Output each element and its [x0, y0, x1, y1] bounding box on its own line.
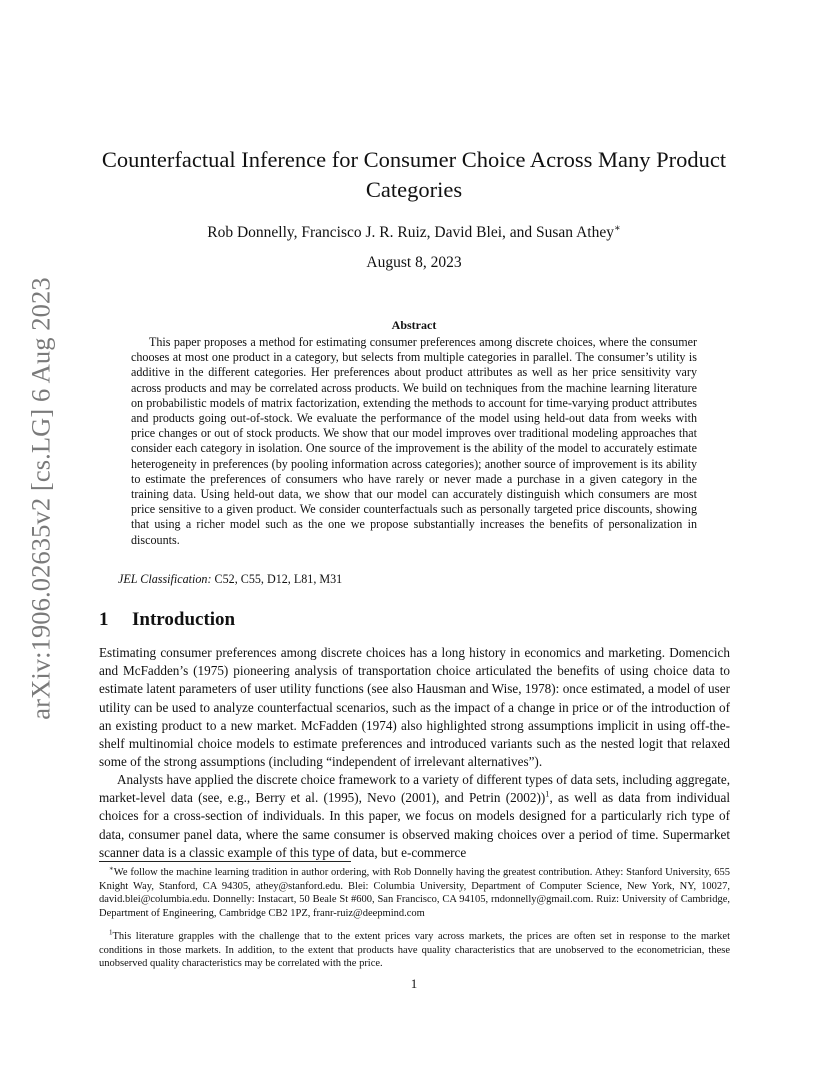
jel-label: JEL Classification: — [118, 572, 212, 586]
title-block — [100, 145, 728, 205]
jel-classification — [118, 572, 342, 587]
intro-paragraph-2-start: Analysts have applied the discrete choice framework to a variety of different types of data sets, including aggregate, market-level data (see, e.g., Berry et al. (1995), Nevo (2001), and Petrin (2002)) — [99, 772, 730, 806]
jel-codes: C52, C55, D12, L81, M31 — [214, 572, 343, 586]
abstract-text: This paper proposes a method for estimating consumer preferences among discrete choices, where the consumer chooses at most one product in a category, but selects from multiple categories in parallel. The consumer’s utility is additive in the different categories. Her preferences about product attributes as well as her price sensitivity vary across products and may be correlated across products. We build on techniques from the machine learning literature on probabilistic models of matrix factorization, extending the methods to account for time-varying product attributes and products going out-of-stock. We evaluate the performance of the model using held-out data from weeks with price changes or out of stock products. We show that our model improves over traditional modeling approaches that consider each category in isolation. One source of the improvement is the ability of the model to accurately estimate heterogeneity in preferences (by pooling information across categories); another source of improvement is its ability to estimate the preferences of consumers who have rarely or never made a purchase in a given category in the training data. Using held-out data, we show that our model can accurately distinguish which consumers are most price sensitive to a given product. We consider counterfactuals such as personally targeted price discounts, showing that using a richer model such as the one we propose substantially increases the benefits of personalization in discounts. — [131, 335, 697, 547]
footnote-author-mark: ∗ — [109, 864, 114, 873]
paper-title: Counterfactual Inference for Consumer Choice Across Many Product Categories — [101, 147, 727, 202]
abstract-heading: Abstract — [391, 318, 437, 332]
footnote-ref-1: 1 — [545, 788, 550, 799]
footnote-author — [99, 866, 730, 920]
paper-date: August 8, 2023 — [366, 254, 462, 271]
intro-paragraph-2 — [99, 771, 730, 862]
section-heading — [99, 609, 235, 631]
author-footnote-mark: ∗ — [613, 223, 621, 234]
intro-paragraph-1: Estimating consumer preferences among discrete choices has a long history in economics and marketing. Domencich and McFadden’s (1975) pioneering analysis of transportation choice articulated the benefits of using choice data to estimate latent parameters of user utility functions (see also Hausman and Wise, 1978): once estimated, a model of user utility can be used to analyze counterfactual scenarios, such as the impact of a change in price or of the introduction of an existing product to a new market. McFadden (1974) also highlighted strong assumptions implicit in using off-the-shelf multinomial choice models to estimate preferences and introduced variants such as the nested logit that relaxed some of the strong assumptions (including “independent of irrelevant alternatives”). — [99, 645, 730, 770]
arxiv-identifier-stamp — [22, 276, 60, 720]
author-names: Rob Donnelly, Francisco J. R. Ruiz, David Blei, and Susan Athey — [207, 224, 614, 242]
section-number: 1 — [99, 609, 109, 630]
author-line — [100, 223, 728, 242]
footnote-1-mark: 1 — [109, 928, 113, 937]
footnote-divider — [99, 861, 351, 862]
footnote-author-text: We follow the machine learning tradition in author ordering, with Rob Donnelly having the greatest contribution. Athey: Stanford University, 655 Knight Way, Stanford, CA 94305, athey@stanford.edu. Blei: Columbia University, Department of Computer Science, New York, NY, 10027, david.blei@columbia.edu. Donnelly: Instacart, 50 Beale St #600, San Francisco, CA 94105, rndonnelly@gmail.com. Ruiz: University of Cambridge, Department of Engineering, Cambridge CB2 1PZ, franr-ruiz@deepmind.com — [99, 867, 730, 919]
section-title: Introduction — [132, 609, 236, 630]
footnote-1 — [99, 930, 730, 971]
intro-paragraph-2-end: , as well as data from individual choices for a cross-section of individuals. In this paper, we focus on models designed for a particularly rich type of data, consumer panel data, where the same consumer is observed making choices over a period of time. Supermarket scanner data is a classic example of this type of data, but e-commerce — [99, 790, 730, 860]
arxiv-identifier-text: arXiv:1906.02635v2 [cs.LG] 6 Aug 2023 — [25, 276, 56, 720]
footnote-1-text: This literature grapples with the challenge that to the extent prices vary across markets, the prices are often set in response to the market conditions in those markets. In addition, to the extent that products have quality characteristics that are unobserved to the econometrician, these unobserved quality characteristics may be correlated with the price. — [99, 931, 730, 970]
page-number: 1 — [410, 976, 418, 991]
